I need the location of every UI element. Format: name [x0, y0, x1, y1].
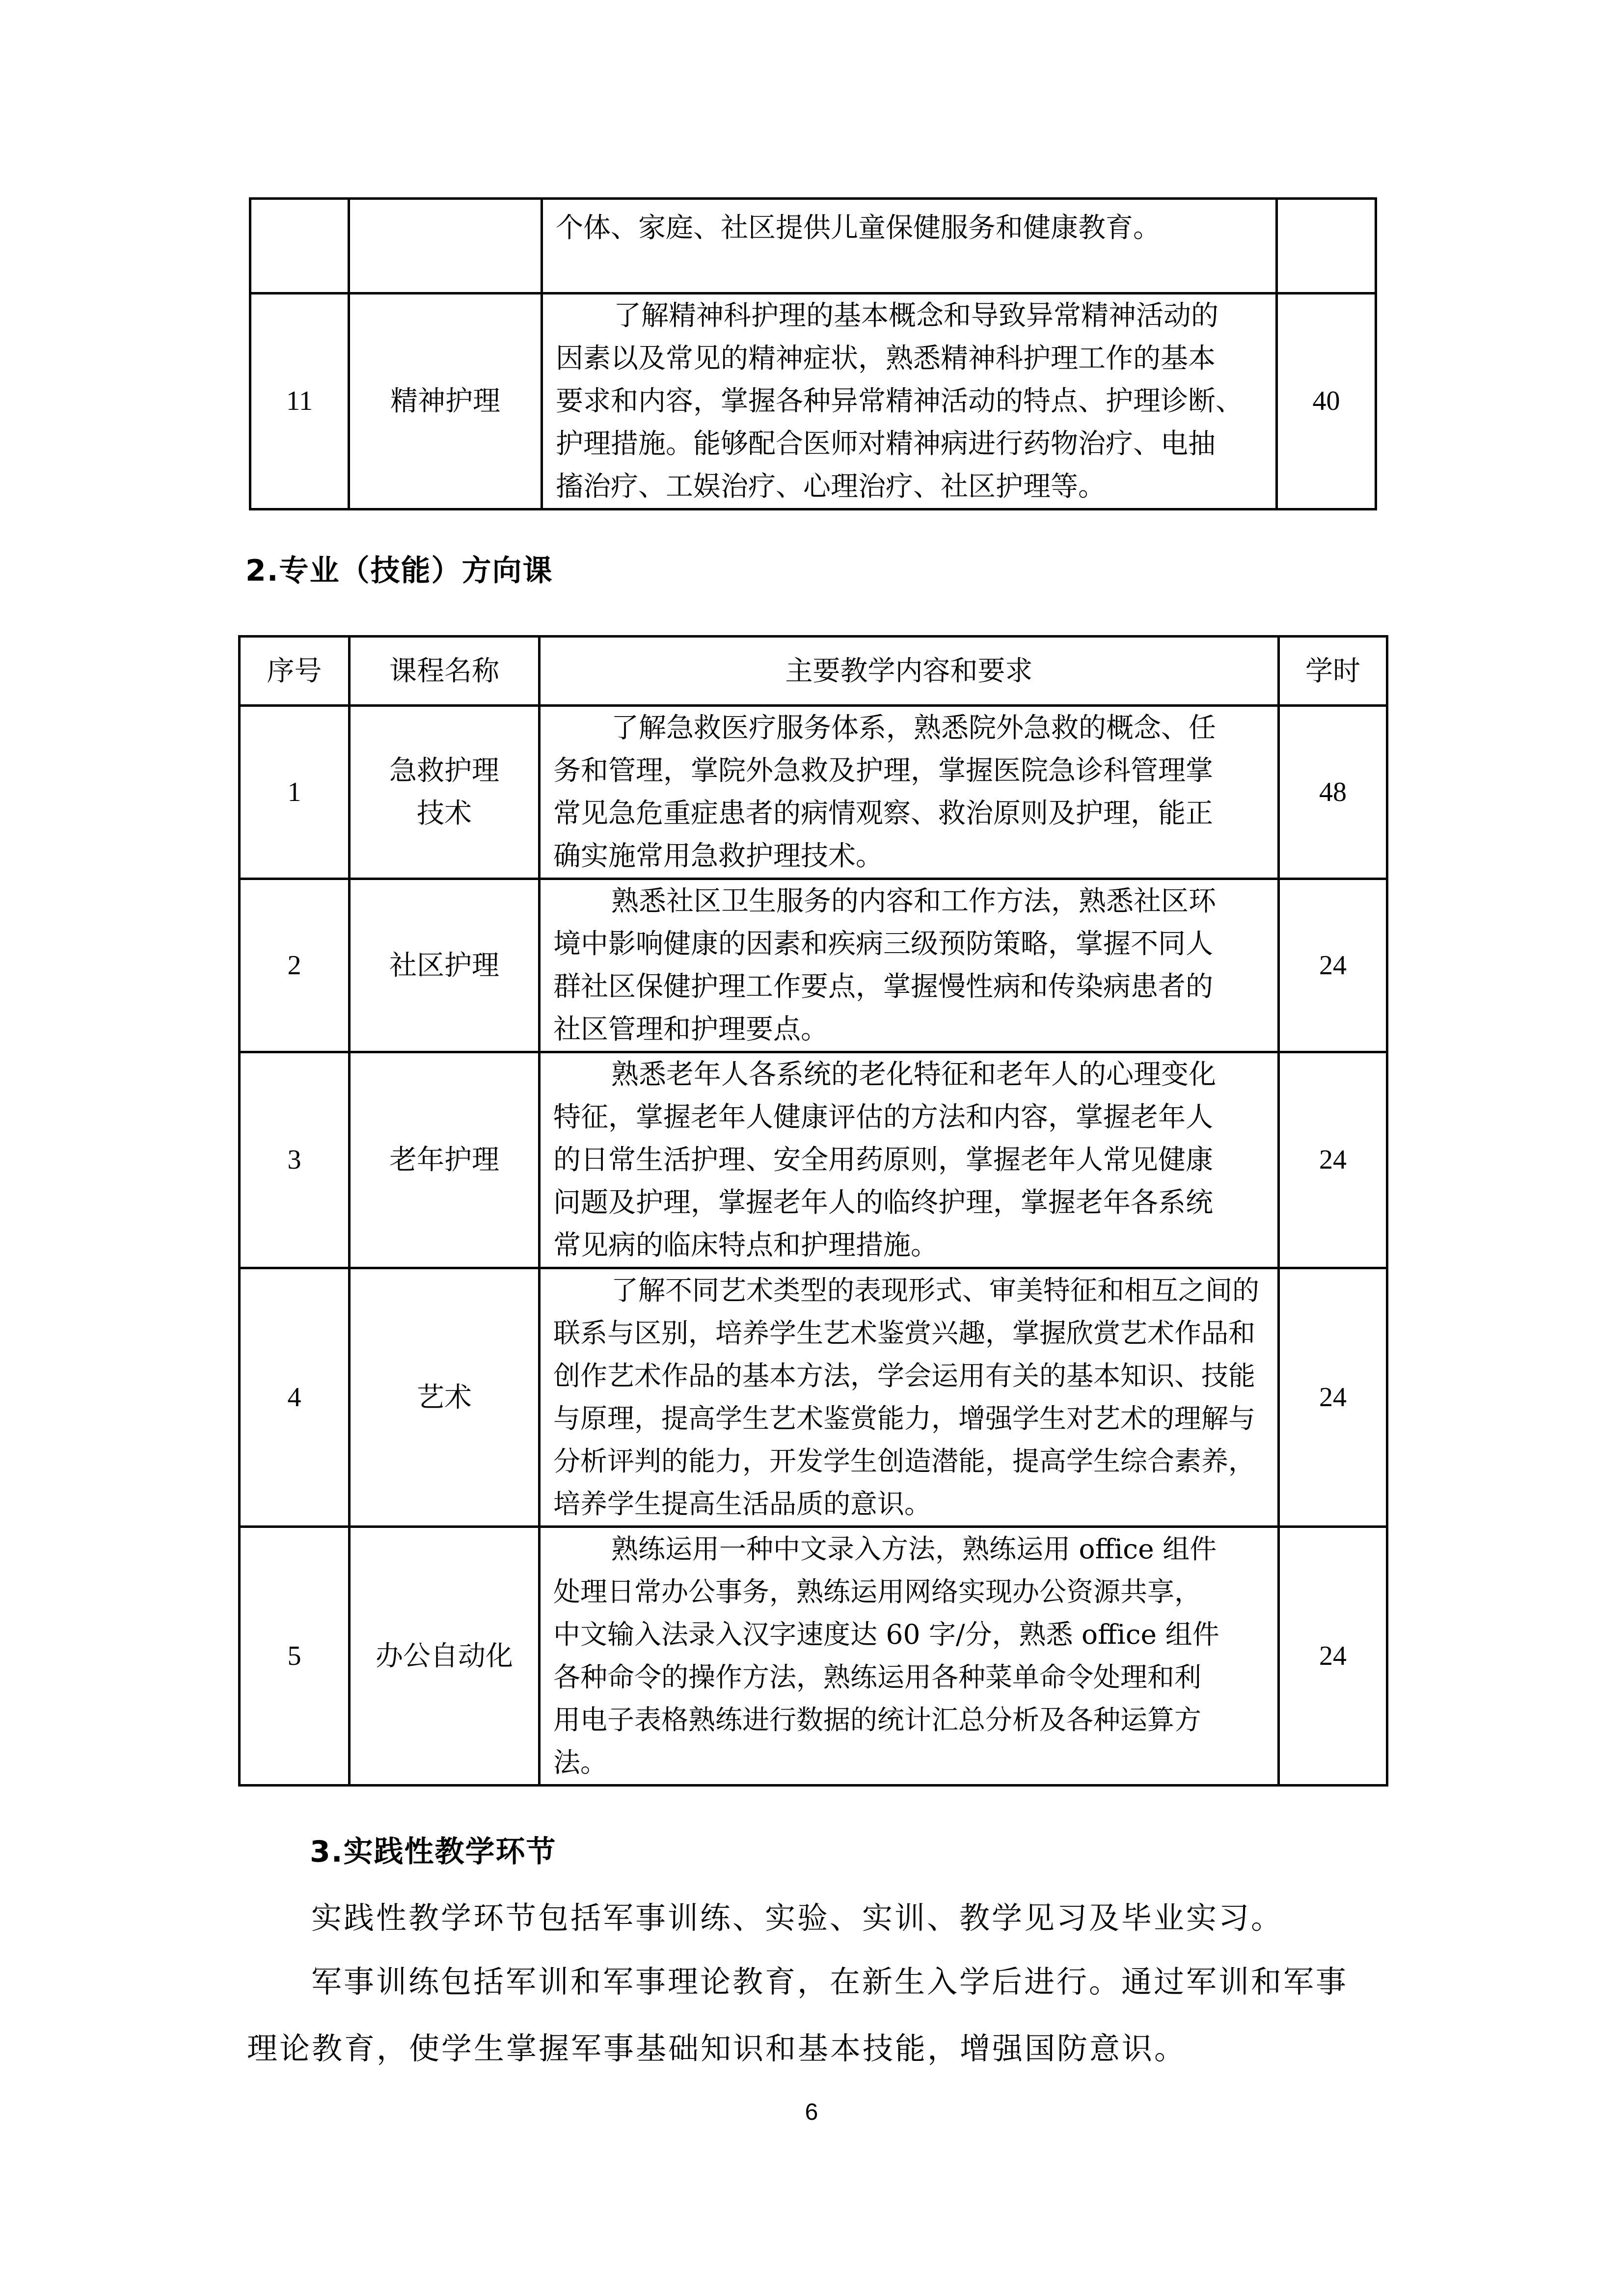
content-line: 特征，掌握老年人健康评估的方法和内容，掌握老年人	[553, 1101, 1213, 1133]
course-name: 办公自动化	[376, 1640, 513, 1672]
table-row	[240, 879, 1387, 1052]
course-name: 社区护理	[389, 949, 499, 982]
content-line: 个体、家庭、社区提供儿童保健服务和健康教育。	[556, 212, 1161, 244]
table-row	[240, 1268, 1387, 1527]
index-cell: 3	[240, 1052, 350, 1268]
course-name-cell	[350, 879, 540, 1052]
index-cell	[250, 199, 349, 294]
hours-cell: 24	[1279, 879, 1387, 1052]
content-line: 要求和内容，掌握各种异常精神活动的特点、护理诊断、	[556, 385, 1243, 417]
content-line: 法。	[553, 1747, 608, 1778]
hours-cell: 24	[1279, 1268, 1387, 1527]
index-cell: 4	[240, 1268, 350, 1527]
course-name-cell	[350, 1268, 540, 1527]
index-cell: 5	[240, 1527, 350, 1786]
content-line: 了解急救医疗服务体系，熟悉院外急救的概念、任	[611, 712, 1216, 744]
content-cell	[540, 706, 1279, 879]
content-line: 熟悉社区卫生服务的内容和工作方法，熟悉社区环	[611, 885, 1216, 917]
header-course-name: 课程名称	[350, 637, 540, 706]
content-cell	[542, 199, 1277, 294]
course-name: 艺术	[417, 1381, 472, 1414]
content-line: 境中影响健康的因素和疾病三级预防策略，掌握不同人	[553, 928, 1213, 960]
content-cell	[540, 1527, 1279, 1786]
course-name: 技术	[417, 798, 472, 829]
content-line: 问题及护理，掌握老年人的临终护理，掌握老年各系统	[553, 1187, 1213, 1219]
index-cell: 2	[240, 879, 350, 1052]
content-line: 中文输入法录入汉字速度达 60 字/分，熟悉 office 组件	[553, 1619, 1219, 1650]
content-cell	[540, 879, 1279, 1052]
content-line: 分析评判的能力，开发学生创造潜能，提高学生综合素养，	[553, 1445, 1256, 1477]
header-hours: 学时	[1279, 637, 1387, 706]
header-content: 主要教学内容和要求	[540, 637, 1279, 706]
course-name-cell	[350, 706, 540, 879]
content-cell	[540, 1268, 1279, 1527]
content-line: 用电子表格熟练进行数据的统计汇总分析及各种运算方	[553, 1704, 1202, 1735]
paragraph-line: 实践性教学环节包括军事训练、实验、实训、教学见习及毕业实习。	[311, 1900, 1284, 1936]
hours-cell: 24	[1279, 1527, 1387, 1786]
course-name: 老年护理	[389, 1144, 499, 1176]
content-cell	[542, 294, 1277, 509]
paragraph-line: 理论教育，使学生掌握军事基础知识和基本技能，增强国防意识。	[247, 2030, 1187, 2066]
content-line: 常见病的临床特点和护理措施。	[553, 1229, 938, 1261]
content-line: 创作艺术作品的基本方法，学会运用有关的基本知识、技能	[553, 1360, 1256, 1391]
hours-cell	[1277, 199, 1376, 294]
course-table	[238, 635, 1388, 1787]
content-line: 熟悉老年人各系统的老化特征和老年人的心理变化	[611, 1059, 1216, 1091]
header-index: 序号	[240, 637, 350, 706]
course-table-continued	[249, 197, 1377, 510]
content-line: 了解不同艺术类型的表现形式、审美特征和相互之间的	[611, 1275, 1260, 1306]
table-row	[240, 1527, 1387, 1786]
content-line: 各种命令的操作方法，熟练运用各种菜单命令处理和利	[553, 1661, 1202, 1693]
course-name-cell	[349, 294, 542, 509]
index-cell: 11	[250, 294, 349, 509]
hours-cell: 48	[1279, 706, 1387, 879]
content-line: 与原理，提高学生艺术鉴赏能力，增强学生对艺术的理解与	[553, 1403, 1256, 1434]
content-line: 培养学生提高生活品质的意识。	[553, 1488, 932, 1520]
content-line: 搐治疗、工娱治疗、心理治疗、社区护理等。	[556, 471, 1106, 503]
content-line: 群社区保健护理工作要点，掌握慢性病和传染病患者的	[553, 971, 1213, 1003]
content-line: 联系与区别，培养学生艺术鉴赏兴趣，掌握欣赏艺术作品和	[553, 1317, 1256, 1349]
content-line: 务和管理，掌院外急救及护理，掌握医院急诊科管理掌	[553, 755, 1213, 787]
hours-cell: 40	[1277, 294, 1376, 509]
course-name-cell	[350, 1052, 540, 1268]
course-name: 急救护理	[389, 755, 499, 787]
content-cell	[540, 1052, 1279, 1268]
content-line: 熟练运用一种中文录入方法，熟练运用 office 组件	[611, 1533, 1217, 1565]
paragraph-line: 军事训练包括军训和军事理论教育，在新生入学后进行。通过军训和军事	[311, 1964, 1349, 2000]
table-row	[250, 199, 1376, 294]
section-heading: 2.专业（技能）方向课	[245, 554, 553, 588]
content-line: 因素以及常见的精神症状，熟悉精神科护理工作的基本	[556, 343, 1216, 374]
content-line: 处理日常办公事务，熟练运用网络实现办公资源共享，	[553, 1576, 1202, 1607]
course-name-cell	[350, 1527, 540, 1786]
content-line: 常见急危重症患者的病情观察、救治原则及护理，能正	[553, 798, 1213, 829]
content-line: 护理措施。能够配合医师对精神病进行药物治疗、电抽	[556, 428, 1216, 460]
hours-cell: 24	[1279, 1052, 1387, 1268]
page-number: 6	[805, 2099, 818, 2125]
content-line: 了解精神科护理的基本概念和导致异常精神活动的	[614, 300, 1218, 332]
content-line: 的日常生活护理、安全用药原则，掌握老年人常见健康	[553, 1144, 1213, 1176]
table-row	[250, 294, 1376, 509]
table-row	[240, 706, 1387, 879]
table-header-row	[240, 637, 1387, 706]
course-name: 精神护理	[390, 385, 500, 417]
section-heading: 3.实践性教学环节	[310, 1835, 557, 1869]
course-name-cell	[349, 199, 542, 294]
content-line: 社区管理和护理要点。	[553, 1014, 828, 1045]
index-cell: 1	[240, 706, 350, 879]
table-row	[240, 1052, 1387, 1268]
content-line: 确实施常用急救护理技术。	[553, 840, 883, 872]
